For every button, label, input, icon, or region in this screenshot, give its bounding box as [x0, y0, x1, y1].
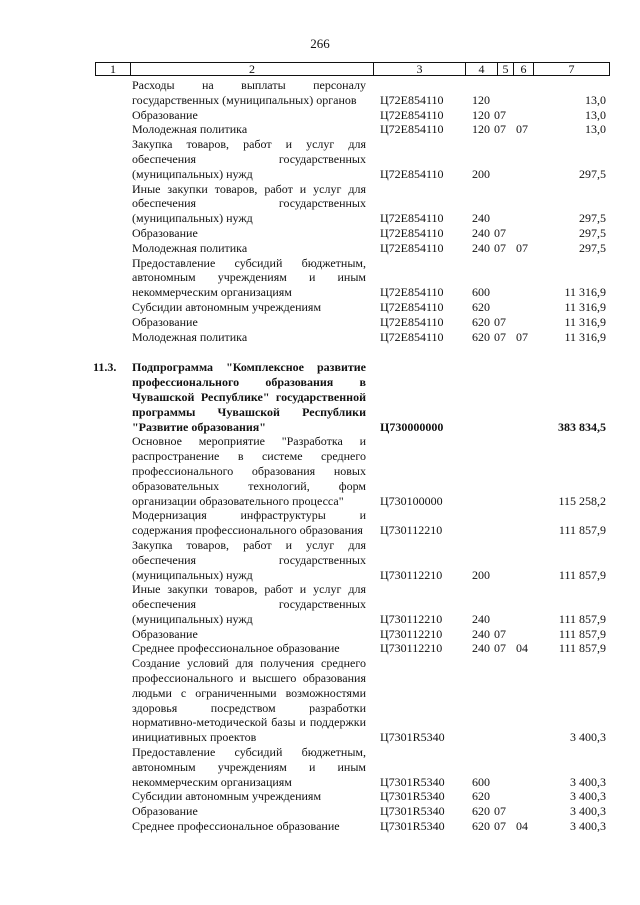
row-expense-type [464, 434, 494, 508]
row-subsection [516, 508, 534, 538]
table-row [95, 108, 610, 123]
row-section: 07 [494, 314, 506, 329]
row-sum: 297,5 [579, 166, 606, 181]
row-section: 07 [494, 225, 506, 240]
spacer-row [95, 344, 610, 360]
row-section: 07 [494, 626, 506, 641]
row-code: Ц7301R5340 [380, 774, 445, 789]
row-code: Ц730112210 [380, 523, 443, 538]
table-row [95, 78, 610, 108]
row-sum: 11 316,9 [564, 299, 606, 314]
row-subsection [516, 434, 534, 508]
row-code: Ц72Е854110 [380, 225, 444, 240]
row-expense-type: 620 [472, 329, 490, 344]
row-code: Ц72Е854110 [380, 329, 444, 344]
row-subsection [516, 745, 534, 789]
row-section [494, 656, 516, 745]
row-sum: 297,5 [579, 225, 606, 240]
row-name: Образование [132, 107, 198, 122]
row-sum: 111 857,9 [558, 611, 606, 626]
row-name: Образование [132, 225, 198, 240]
row-name: Субсидии автономным учреждениям [132, 299, 322, 314]
row-subsection: 04 [516, 819, 528, 834]
spacer-cell [95, 344, 610, 360]
row-code: Ц72Е854110 [380, 299, 444, 314]
row-expense-type: 240 [472, 225, 490, 240]
row-section: 07 [494, 107, 506, 122]
table-row [95, 256, 610, 300]
row-sum: 111 857,9 [558, 523, 606, 538]
column-header-2: 2 [130, 63, 373, 75]
page-number: 266 [310, 36, 330, 51]
table-row [95, 360, 610, 434]
row-subsection [516, 804, 534, 819]
row-section: 07 [494, 122, 506, 137]
row-expense-type: 240 [472, 240, 490, 255]
row-expense-type: 240 [472, 211, 490, 226]
row-sum: 115 258,2 [558, 493, 606, 508]
row-sum: 3 400,3 [570, 730, 606, 745]
row-expense-type: 240 [472, 611, 490, 626]
table-row [95, 745, 610, 789]
row-code: Ц730100000 [380, 493, 443, 508]
row-subsection [516, 656, 534, 745]
column-header-5: 5 [497, 63, 513, 75]
row-expense-type [464, 508, 494, 538]
row-name: Молодежная политика [132, 122, 248, 137]
table-row [95, 315, 610, 330]
row-name: Предоставление субсидий бюджетным, автономным учреждениям и иным некоммерческим организациям [132, 255, 366, 300]
row-expense-type [464, 656, 494, 745]
row-subsection: 04 [516, 641, 528, 656]
row-subsection: 07 [516, 329, 528, 344]
table-row [95, 122, 610, 137]
row-subsection [516, 360, 534, 434]
table-row [95, 789, 610, 804]
row-name: Иные закупки товаров, работ и услуг для обеспечения государственных (муниципальных) нужд [132, 582, 366, 626]
row-code: Ц72Е854110 [380, 314, 444, 329]
row-code: Ц72Е854110 [380, 285, 444, 300]
row-sum: 11 316,9 [564, 314, 606, 329]
row-expense-type [464, 360, 494, 434]
row-subsection [516, 300, 534, 315]
row-expense-type: 620 [472, 789, 490, 804]
table-row [95, 241, 610, 256]
row-section: 07 [494, 329, 506, 344]
row-subsection [516, 789, 534, 804]
row-name: Подпрограмма "Комплексное развитие профессионального образования в Чувашской Республике" государственной программы Чувашской Республики "Развитие образования" [132, 360, 366, 434]
row-sum: 111 857,9 [558, 567, 606, 582]
row-code: Ц72Е854110 [380, 211, 444, 226]
table-row [95, 641, 610, 656]
row-subsection: 07 [516, 240, 528, 255]
row-code: Ц730112210 [380, 567, 443, 582]
row-section [494, 360, 516, 434]
row-expense-type: 600 [472, 774, 490, 789]
row-expense-type: 200 [472, 166, 490, 181]
row-expense-type: 240 [472, 641, 490, 656]
row-sum: 297,5 [579, 211, 606, 226]
row-sum: 383 834,5 [558, 419, 606, 434]
row-expense-type: 620 [472, 804, 490, 819]
table-row [95, 627, 610, 642]
row-name: Основное мероприятие "Разработка и распространение в системе среднего профессионального образования новых образовательных технологий, форм организации образовательного процесса" [132, 434, 366, 508]
row-subsection [516, 538, 534, 582]
row-section [494, 508, 516, 538]
row-section [494, 78, 516, 108]
row-subsection [516, 108, 534, 123]
row-sum: 3 400,3 [570, 774, 606, 789]
row-section: 07 [494, 804, 506, 819]
row-subsection [516, 78, 534, 108]
row-sum: 3 400,3 [570, 804, 606, 819]
row-subsection [516, 315, 534, 330]
row-code: Ц730112210 [380, 641, 443, 656]
row-subsection [516, 627, 534, 642]
row-section [494, 300, 516, 315]
row-name: Молодежная политика [132, 240, 248, 255]
row-expense-type: 240 [472, 626, 490, 641]
row-sum: 111 857,9 [558, 641, 606, 656]
row-name: Создание условий для получения среднего профессионального и высшего образования людьми с ограниченными возможностями здоровья посредством разработки нормативно-методической базы и поддержки инициативных проектов [132, 656, 366, 745]
row-name: Модернизация инфраструктуры и содержания профессионального образования [132, 508, 366, 538]
row-subsection [516, 182, 534, 226]
row-expense-type: 620 [472, 314, 490, 329]
row-sum: 3 400,3 [570, 789, 606, 804]
column-number-header [95, 62, 610, 76]
row-section [494, 789, 516, 804]
row-name: Среднее профессиональное образование [132, 641, 340, 656]
row-expense-type: 120 [472, 107, 490, 122]
table-row [95, 819, 610, 834]
row-sum: 3 400,3 [570, 819, 606, 834]
row-sum: 13,0 [585, 122, 606, 137]
row-name: Образование [132, 804, 198, 819]
table-row [95, 434, 610, 508]
row-expense-type: 120 [472, 92, 490, 107]
row-code: Ц7301R5340 [380, 789, 445, 804]
row-code: Ц72Е854110 [380, 107, 444, 122]
table-row [95, 226, 610, 241]
row-section [494, 434, 516, 508]
row-subsection [516, 137, 534, 181]
column-header-7: 7 [533, 63, 609, 75]
row-section [494, 582, 516, 626]
column-header-6: 6 [513, 63, 533, 75]
column-header-1: 1 [110, 62, 116, 76]
row-code: Ц7301R5340 [380, 804, 445, 819]
row-name: Среднее профессиональное образование [132, 819, 340, 834]
row-name: Закупка товаров, работ и услуг для обеспечения государственных (муниципальных) нужд [132, 137, 366, 181]
column-header-3: 3 [373, 63, 465, 75]
row-section: 07 [494, 819, 506, 834]
table-row [95, 137, 610, 181]
row-name: Образование [132, 626, 198, 641]
table-row [95, 804, 610, 819]
row-code: Ц7301R5340 [380, 730, 445, 745]
row-section [494, 538, 516, 582]
row-name: Молодежная политика [132, 329, 248, 344]
row-expense-type: 620 [472, 819, 490, 834]
row-sum: 297,5 [579, 240, 606, 255]
row-code: Ц72Е854110 [380, 122, 444, 137]
row-subsection: 07 [516, 122, 528, 137]
row-sum: 11 316,9 [564, 329, 606, 344]
table-row [95, 300, 610, 315]
column-header-4: 4 [465, 63, 497, 75]
row-subsection [516, 226, 534, 241]
row-name: Предоставление субсидий бюджетным, автономным учреждениям и иным некоммерческим организациям [132, 745, 366, 789]
row-sum: 13,0 [585, 107, 606, 122]
row-section: 07 [494, 240, 506, 255]
row-sum: 11 316,9 [564, 285, 606, 300]
row-subsection [516, 582, 534, 626]
row-name: Расходы на выплаты персоналу государственных (муниципальных) органов [132, 78, 366, 107]
row-expense-type: 620 [472, 299, 490, 314]
table-row [95, 538, 610, 582]
row-name: Субсидии автономным учреждениям [132, 789, 322, 804]
row-section [494, 182, 516, 226]
row-name: Образование [132, 314, 198, 329]
row-code: Ц730000000 [380, 419, 444, 434]
table-row [95, 582, 610, 626]
row-section: 07 [494, 641, 506, 656]
row-expense-type: 120 [472, 122, 490, 137]
table-row [95, 182, 610, 226]
row-code: Ц72Е854110 [380, 240, 444, 255]
row-code: Ц72Е854110 [380, 92, 444, 107]
row-number-label: 11.3. [93, 360, 117, 375]
row-section [494, 745, 516, 789]
row-sum: 13,0 [585, 92, 606, 107]
row-section [494, 256, 516, 300]
row-section [494, 137, 516, 181]
table-row [95, 508, 610, 538]
row-code: Ц730112210 [380, 611, 443, 626]
table-row [95, 656, 610, 745]
row-expense-type: 600 [472, 285, 490, 300]
row-name: Иные закупки товаров, работ и услуг для обеспечения государственных (муниципальных) нужд [132, 181, 366, 226]
row-code: Ц7301R5340 [380, 819, 445, 834]
budget-table [95, 78, 610, 834]
row-code: Ц730112210 [380, 626, 443, 641]
row-subsection [516, 256, 534, 300]
table-row [95, 330, 610, 345]
row-code: Ц72Е854110 [380, 166, 444, 181]
row-expense-type: 200 [472, 567, 490, 582]
row-name: Закупка товаров, работ и услуг для обеспечения государственных (муниципальных) нужд [132, 537, 366, 582]
row-sum: 111 857,9 [558, 626, 606, 641]
